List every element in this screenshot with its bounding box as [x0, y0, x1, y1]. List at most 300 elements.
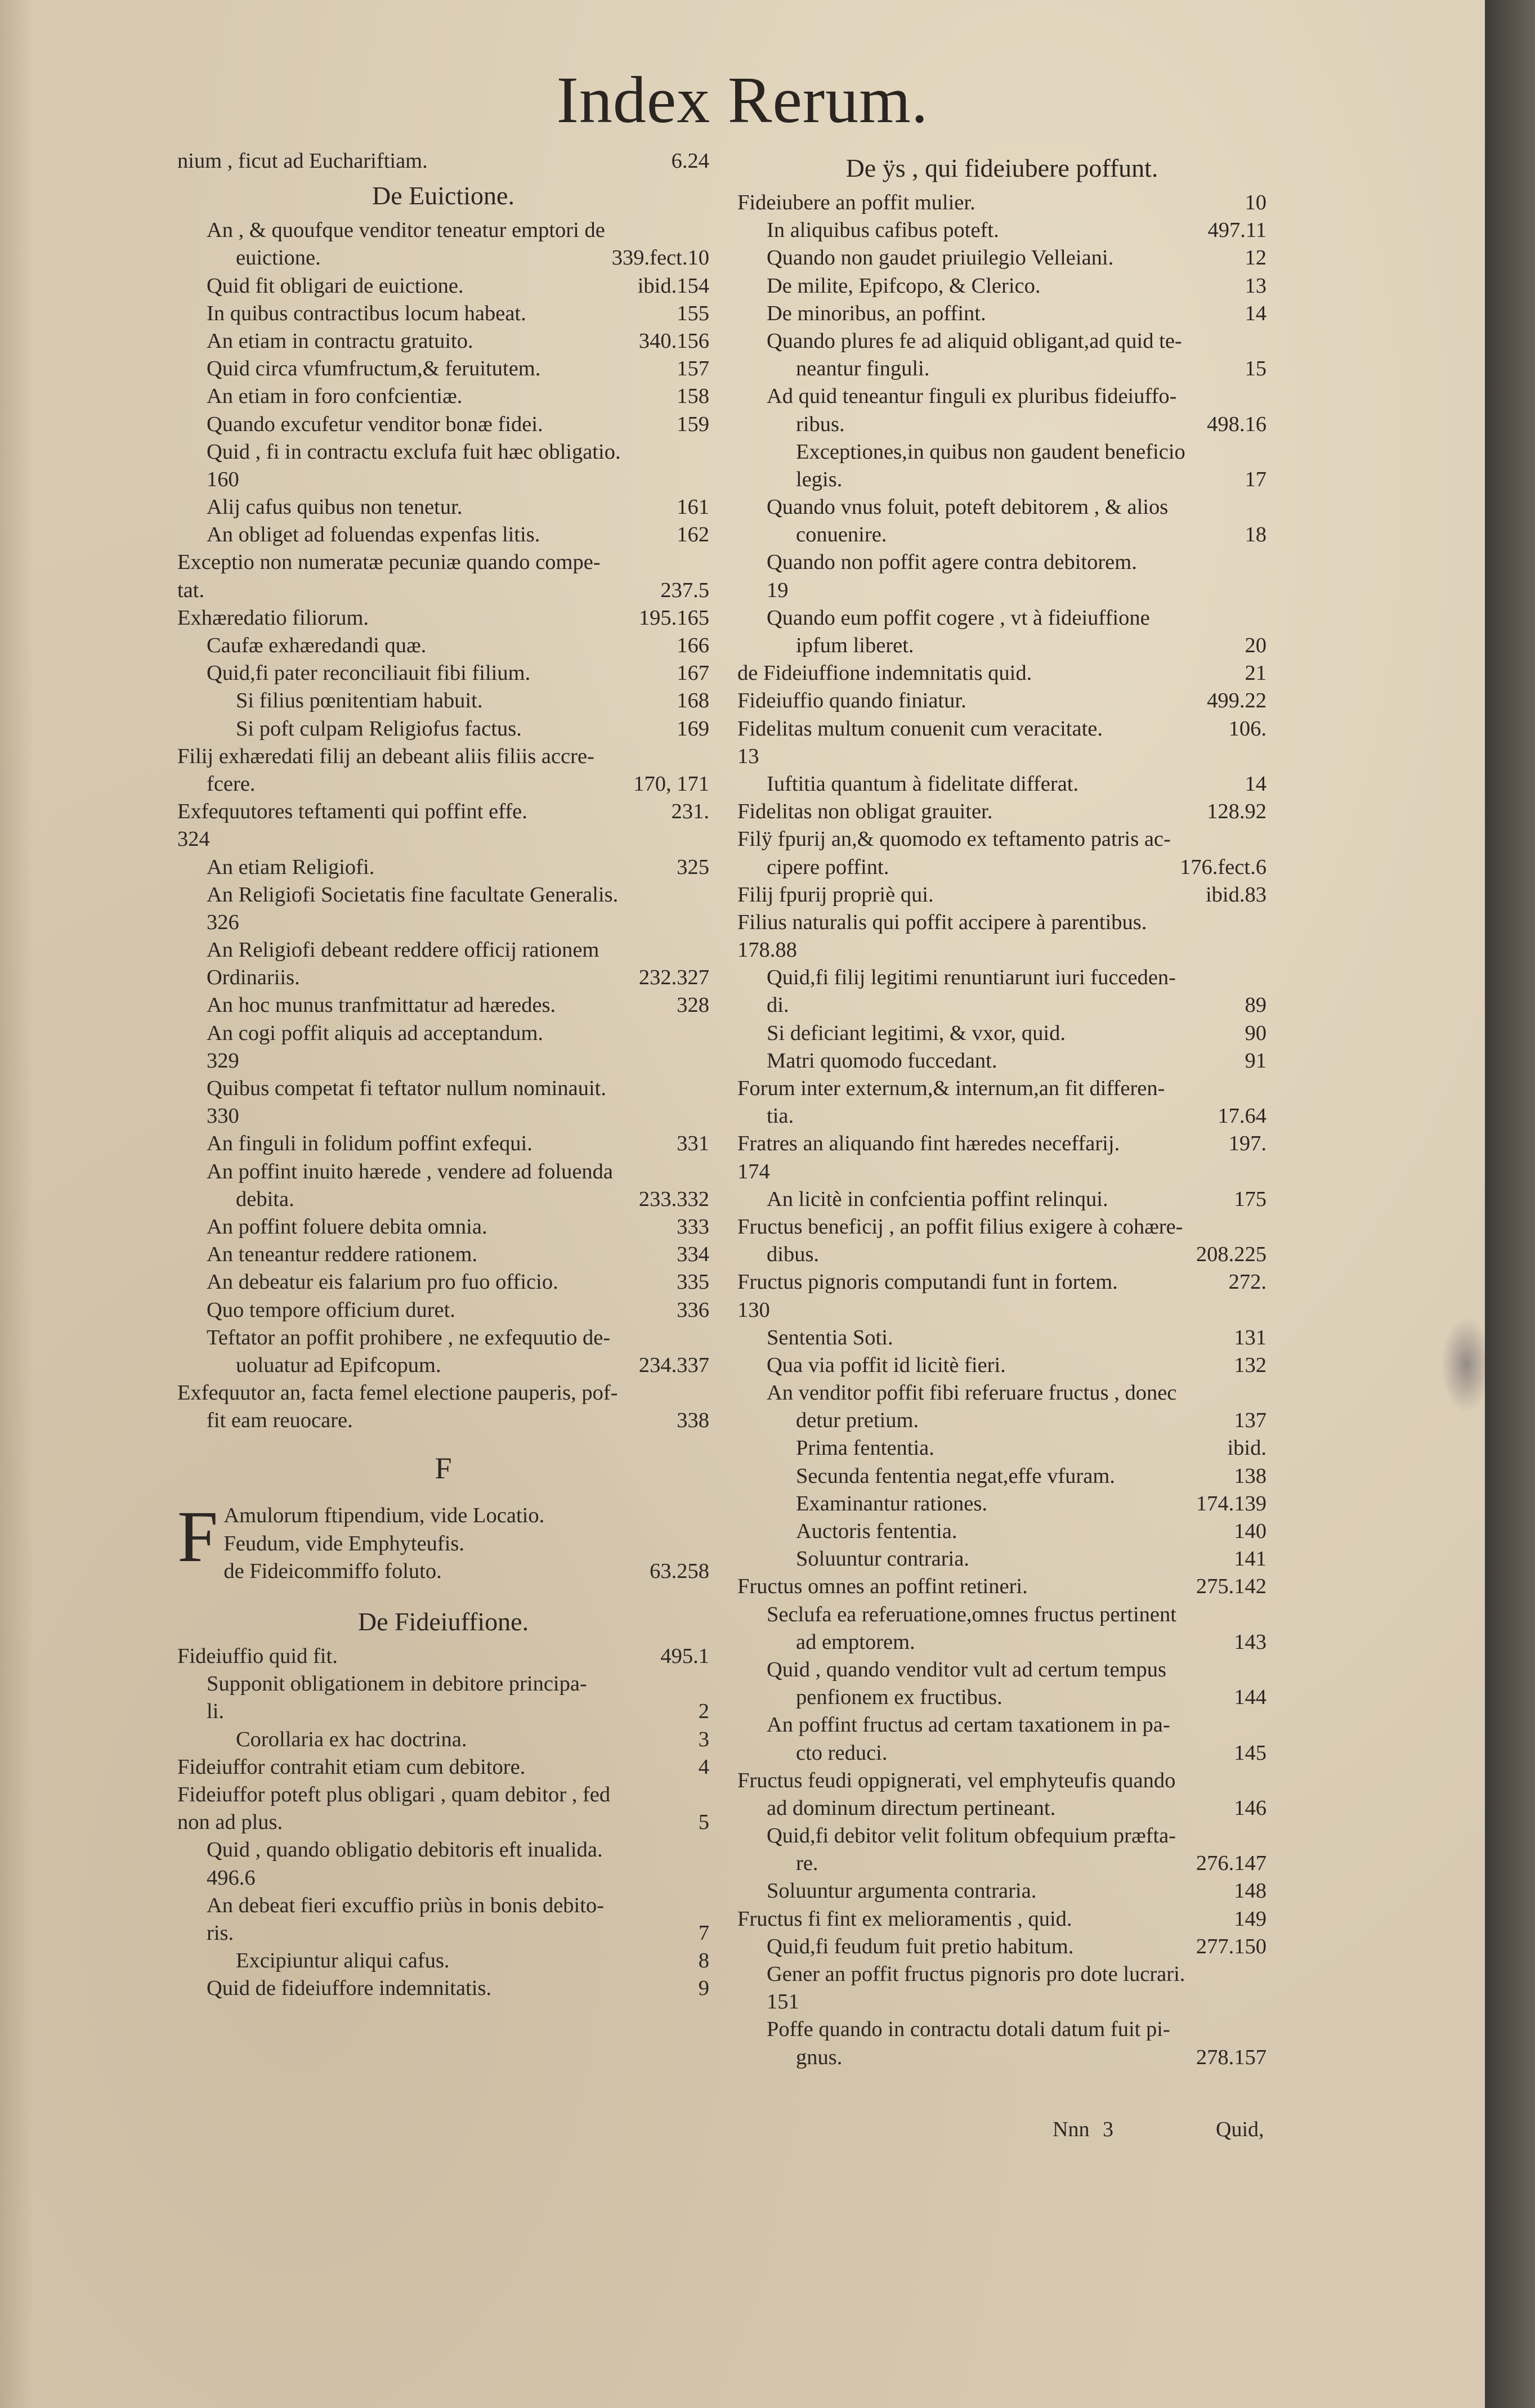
left-column — [177, 147, 709, 2002]
index-entry — [737, 715, 1267, 743]
entry-page-ref: 8 — [698, 1949, 709, 1973]
index-entry — [737, 1933, 1267, 1961]
index-entry — [737, 1490, 1267, 1518]
entry-page-ref: 197. — [1228, 1132, 1267, 1156]
index-entry — [177, 660, 709, 687]
entry-text: Quando vnus foluit, poteft debitorem , & alios — [767, 495, 1169, 519]
entry-text: Quando excufetur venditor bonæ fidei. — [207, 412, 543, 436]
entry-text: Quando non poffit agere contra debitorem. — [767, 550, 1137, 575]
entry-text: An finguli in folidum poffint exfequi. — [207, 1132, 532, 1156]
entry-text: De milite, Epifcopo, & Clerico. — [767, 273, 1041, 298]
index-entry — [737, 1324, 1267, 1352]
index-entry — [177, 743, 709, 770]
entry-text: Ad quid teneantur finguli ex pluribus fideiuffo- — [767, 384, 1177, 409]
index-entry — [737, 881, 1267, 909]
index-entry — [737, 1268, 1267, 1296]
index-entry — [737, 189, 1267, 217]
index-entry — [177, 1047, 709, 1075]
entry-text: Quid fit obligari de euictione. — [207, 273, 464, 298]
index-entry — [737, 1379, 1267, 1407]
entry-text: re. — [796, 1851, 818, 1876]
entry-page-ref: 9 — [698, 1976, 709, 2001]
entry-page-ref: 176.fect.6 — [1180, 855, 1267, 879]
entry-text: Fructus fi fint ex melioramentis , quid. — [737, 1907, 1072, 1931]
entry-text: An poffint fructus ad certam taxationem in pa- — [767, 1713, 1170, 1737]
entry-page-ref: 233.332 — [638, 1187, 709, 1211]
entry-text: Teftator an poffit prohibere , ne exfequutio de- — [207, 1325, 611, 1349]
entry-text: Fructus feudi oppignerati, vel emphyteufis quando — [737, 1768, 1176, 1792]
entry-text: Auctoris fententia. — [796, 1519, 957, 1543]
entry-text: Si poft culpam Religiofus factus. — [236, 716, 522, 741]
entry-text: Fidelitas non obligat grauiter. — [737, 800, 993, 824]
entry-text: Fideiuffio quando finiatur. — [737, 689, 966, 713]
entry-text: An etiam in contractu gratuito. — [207, 329, 473, 353]
f-entries — [177, 1496, 709, 1585]
entry-text: Iuftitia quantum à fidelitate differat. — [767, 772, 1079, 796]
entry-page-ref: 90 — [1245, 1021, 1267, 1045]
index-entry — [177, 1892, 709, 1920]
index-entry — [223, 1558, 709, 1585]
entry-page-ref: 132 — [1234, 1353, 1267, 1377]
entry-text: legis. — [796, 467, 843, 491]
index-entry — [737, 798, 1267, 826]
entry-page-ref: 89 — [1245, 993, 1267, 1017]
entry-text: 19 — [767, 578, 789, 602]
index-entry — [737, 1601, 1267, 1629]
entry-page-ref: 14 — [1245, 772, 1267, 796]
index-entry — [177, 217, 709, 244]
index-entry — [177, 1186, 709, 1213]
entry-text: Quando eum poffit cogere , vt à fideiuffione — [767, 606, 1150, 630]
entry-page-ref: 149 — [1234, 1907, 1267, 1931]
entry-text: Examinantur rationes. — [796, 1491, 987, 1515]
index-entry — [177, 1836, 709, 1864]
entry-text: Soluuntur contraria. — [796, 1547, 969, 1571]
entry-text: Gener an poffit fructus pignoris pro dote lucrari. — [767, 1962, 1185, 1986]
index-entry — [737, 743, 1267, 770]
index-entry — [177, 1075, 709, 1102]
entry-text: tia. — [767, 1104, 794, 1128]
entry-text: Alij cafus quibus non tenetur. — [207, 495, 463, 519]
entry-text: 178.88 — [737, 938, 797, 962]
entry-text: Qua via poffit id licitè fieri. — [767, 1353, 1006, 1377]
index-entry — [177, 770, 709, 798]
entry-text: Quid de fideiuffore indemnitatis. — [207, 1976, 492, 2001]
entry-page-ref: 63.258 — [650, 1559, 709, 1583]
entry-text: An venditor poffit fibi referuare fructus , donec — [767, 1381, 1177, 1405]
index-entry — [737, 355, 1267, 383]
index-entry — [737, 660, 1267, 687]
entry-page-ref: 169 — [677, 716, 709, 741]
index-entry — [177, 1213, 709, 1241]
entry-text: An poffint foluere debita omnia. — [207, 1214, 487, 1239]
entry-page-ref: 106. — [1228, 716, 1267, 741]
entry-page-ref: 14 — [1245, 301, 1267, 325]
entry-page-ref: 13 — [1245, 273, 1267, 298]
index-entry — [737, 1656, 1267, 1684]
index-entry — [177, 1130, 709, 1158]
entry-text: penfionem ex fructibus. — [796, 1685, 1003, 1710]
entry-page-ref: 143 — [1234, 1630, 1267, 1654]
euictione-entries — [177, 217, 709, 1434]
entry-text: cipere poffint. — [767, 855, 889, 879]
index-entry — [177, 936, 709, 964]
entry-page-ref: 333 — [677, 1214, 709, 1239]
entry-page-ref: 7 — [698, 1921, 709, 1945]
entry-page-ref: 340.156 — [638, 329, 709, 353]
entry-text: uoluatur ad Epifcopum. — [236, 1353, 441, 1377]
entry-text: 324 — [177, 827, 210, 851]
entry-page-ref: 276.147 — [1196, 1851, 1267, 1876]
entry-page-ref: 208.225 — [1196, 1243, 1267, 1267]
index-entry — [737, 1352, 1267, 1379]
index-entry — [177, 577, 709, 604]
index-entry — [737, 936, 1267, 964]
entry-page-ref: 145 — [1234, 1741, 1267, 1765]
index-entry — [737, 604, 1267, 632]
entry-text: Quo tempore officium duret. — [207, 1298, 455, 1322]
entry-page-ref: 155 — [677, 301, 709, 325]
index-entry — [737, 1850, 1267, 1877]
entry-text: Fructus pignoris computandi funt in fortem. — [737, 1270, 1118, 1294]
index-entry — [737, 1684, 1267, 1711]
index-entry — [177, 549, 709, 576]
index-entry — [737, 1629, 1267, 1656]
entry-page-ref: 499.22 — [1207, 689, 1267, 713]
index-entry — [177, 272, 709, 300]
right-column — [737, 147, 1267, 2071]
index-entry — [177, 854, 709, 881]
entry-text: Filius naturalis qui poffit accipere à parentibus. — [737, 910, 1147, 934]
index-entry — [737, 411, 1267, 438]
entry-text: fcere. — [207, 772, 256, 796]
entry-page-ref: 148 — [1234, 1879, 1267, 1903]
index-entry — [737, 549, 1267, 576]
scan-background-edge — [1485, 0, 1535, 2408]
index-entry — [177, 1698, 709, 1725]
entry-text: Soluuntur argumenta contraria. — [767, 1879, 1037, 1903]
index-entry — [737, 1075, 1267, 1102]
index-entry — [737, 1988, 1267, 2016]
entry-text: Si filius pœnitentiam habuit. — [236, 689, 483, 713]
entry-page-ref: 338 — [677, 1409, 709, 1433]
entry-text: cto reduci. — [796, 1741, 888, 1765]
index-entry — [737, 521, 1267, 549]
index-entry — [737, 1102, 1267, 1130]
index-entry — [737, 2044, 1267, 2071]
entry-page-ref: 331 — [677, 1132, 709, 1156]
entry-page-ref: 131 — [1234, 1325, 1267, 1349]
index-entry — [177, 466, 709, 494]
entry-text: Corollaria ex hac doctrina. — [236, 1727, 467, 1751]
entry-text: Caufæ exhæredandi quæ. — [207, 634, 427, 657]
entry-text: neantur finguli. — [796, 357, 930, 381]
entry-text: Ordinariis. — [207, 966, 300, 990]
entry-text: ipfum liberet. — [796, 634, 914, 657]
index-entry — [177, 355, 709, 383]
entry-page-ref: 162 — [677, 523, 709, 547]
entry-text: An licitè in confcientia poffint relinqui. — [767, 1187, 1108, 1211]
heading-de-euictione: De Euictione. — [372, 181, 514, 210]
entry-text: Fideiuffio quid fit. — [177, 1644, 338, 1669]
entry-text: Secunda fententia negat,effe vfuram. — [796, 1464, 1115, 1488]
index-entry — [177, 1407, 709, 1434]
index-entry — [737, 577, 1267, 604]
index-entry — [737, 2016, 1267, 2043]
entry-page-ref: 167 — [677, 661, 709, 685]
entry-text: Prima fententia. — [796, 1436, 934, 1460]
entry-page-ref: 339.fect.10 — [611, 246, 709, 270]
index-entry — [737, 1241, 1267, 1268]
index-entry — [737, 1297, 1267, 1324]
index-entry — [737, 770, 1267, 798]
entry-page-ref: 234.337 — [638, 1353, 709, 1377]
entry-page-ref: 168 — [677, 689, 709, 713]
entry-text: 160 — [207, 467, 239, 491]
entry-text: 174 — [737, 1159, 770, 1183]
entry-page-ref: 21 — [1245, 661, 1267, 685]
entry-text: Filij fpurij propriè qui. — [737, 882, 934, 907]
entry-text: euictione. — [236, 246, 321, 270]
index-entry — [177, 1379, 709, 1407]
entry-text: Fidelitas multum conuenit cum veracitate. — [737, 716, 1103, 741]
index-entry — [737, 328, 1267, 355]
index-entry — [737, 1020, 1267, 1047]
entry-page-ref: 20 — [1245, 634, 1267, 657]
entry-text: gnus. — [796, 2045, 843, 2069]
signature-mark: Nnn 3 — [1053, 2118, 1113, 2141]
entry-page-ref: 17 — [1245, 467, 1267, 491]
index-entry — [737, 272, 1267, 300]
entry-text: Poffe quando in contractu dotali datum fuit pi- — [767, 2017, 1170, 2042]
index-entry — [177, 632, 709, 660]
entry-page-ref: 277.150 — [1196, 1934, 1267, 1958]
left-top-entries — [177, 147, 709, 175]
entry-page-ref: 138 — [1234, 1464, 1267, 1488]
entry-text: detur pretium. — [796, 1409, 919, 1433]
entry-page-ref: 17.64 — [1218, 1104, 1267, 1128]
entry-text: An debeatur eis falarium pro fuo officio. — [207, 1270, 558, 1294]
entry-text: nium , ficut ad Euchariftiam. — [177, 149, 428, 173]
entry-page-ref: 336 — [677, 1298, 709, 1322]
entry-text: An Religiofi debeant reddere officij rationem — [207, 938, 599, 962]
entry-text: li. — [207, 1699, 225, 1724]
entry-page-ref: 18 — [1245, 523, 1267, 547]
entry-page-ref: 325 — [677, 855, 709, 879]
index-entry — [737, 964, 1267, 992]
entry-page-ref: ibid.154 — [637, 273, 709, 298]
index-entry — [177, 1754, 709, 1781]
entry-text: Amulorum ftipendium, vide Locatio. — [223, 1504, 545, 1528]
index-entry — [737, 909, 1267, 936]
index-entry — [177, 1670, 709, 1698]
entry-page-ref: 498.16 — [1207, 412, 1267, 436]
entry-text: di. — [767, 993, 789, 1017]
index-entry — [177, 1268, 709, 1296]
entry-text: Exceptio non numeratæ pecuniæ quando compe- — [177, 550, 601, 575]
index-entry — [737, 1463, 1267, 1490]
entry-text: 329 — [207, 1048, 239, 1073]
entry-page-ref: 158 — [677, 384, 709, 409]
entry-text: Excipiuntur aliqui cafus. — [236, 1949, 450, 1973]
index-entry — [737, 687, 1267, 715]
index-entry — [737, 217, 1267, 244]
index-entry — [177, 1975, 709, 2002]
entry-page-ref: 161 — [677, 495, 709, 519]
index-entry — [177, 1781, 709, 1809]
entry-page-ref: ibid.83 — [1205, 882, 1267, 907]
entry-text: An hoc munus tranfmittatur ad hæredes. — [207, 993, 556, 1017]
index-entry — [177, 1241, 709, 1268]
entry-text: An poffint inuito hærede , vendere ad foluenda — [207, 1159, 614, 1183]
index-entry — [223, 1502, 709, 1530]
entry-text: An debeat fieri excuffio priùs in bonis debito- — [207, 1893, 605, 1917]
entry-text: 330 — [207, 1104, 239, 1128]
index-entry — [177, 992, 709, 1019]
entry-page-ref: 231. — [671, 800, 709, 824]
entry-page-ref: 12 — [1245, 246, 1267, 270]
index-entry — [737, 1795, 1267, 1822]
index-entry — [737, 1186, 1267, 1213]
entry-text: Quid , fi in contractu exclufa fuit hæc obligatio. — [207, 440, 621, 464]
entry-text: Matri quomodo fuccedant. — [767, 1048, 997, 1073]
entry-text: Exhæredatio filiorum. — [177, 606, 369, 630]
entry-page-ref: 175 — [1234, 1187, 1267, 1211]
index-entry — [737, 466, 1267, 494]
entry-page-ref: ibid. — [1227, 1436, 1267, 1460]
index-entry — [177, 1102, 709, 1130]
index-entry — [737, 1739, 1267, 1767]
entry-text: ad dominum directum pertineant. — [767, 1796, 1056, 1820]
entry-text: Fideiuffor contrahit etiam cum debitore. — [177, 1755, 526, 1779]
entry-text: Exceptiones,in quibus non gaudent beneficio — [796, 440, 1185, 464]
entry-page-ref: 272. — [1228, 1270, 1267, 1294]
entry-page-ref: 159 — [677, 412, 709, 436]
entry-page-ref: 2 — [698, 1699, 709, 1724]
entry-page-ref: 4 — [698, 1755, 709, 1779]
page-title: Index Rerum. — [556, 63, 929, 137]
section-letter-f: F — [435, 1451, 452, 1486]
entry-text: Fructus omnes an poffint retineri. — [737, 1575, 1028, 1599]
paper-stain — [1441, 1317, 1492, 1412]
entry-page-ref: 137 — [1234, 1409, 1267, 1433]
index-entry — [177, 1158, 709, 1186]
entry-text: ribus. — [796, 412, 845, 436]
entry-page-ref: 334 — [677, 1243, 709, 1267]
index-entry — [177, 300, 709, 328]
entry-text: non ad plus. — [177, 1810, 283, 1835]
entry-text: An cogi poffit aliquis ad acceptandum. — [207, 1021, 544, 1045]
entry-page-ref: 195.165 — [638, 606, 709, 630]
entry-page-ref: 140 — [1234, 1519, 1267, 1543]
entry-text: Quid,fi feudum fuit pretio habitum. — [767, 1934, 1074, 1958]
index-entry — [177, 1324, 709, 1352]
entry-page-ref: 10 — [1245, 191, 1267, 214]
entry-page-ref: 328 — [677, 993, 709, 1017]
entry-text: Fratres an aliquando fint hæredes neceffarij. — [737, 1132, 1120, 1156]
index-entry — [737, 244, 1267, 272]
f-dropcap-block — [177, 1496, 709, 1585]
index-entry — [737, 1711, 1267, 1739]
index-entry — [177, 687, 709, 715]
entry-page-ref: 3 — [698, 1727, 709, 1751]
index-entry — [737, 1573, 1267, 1600]
entry-page-ref: 5 — [698, 1810, 709, 1835]
entry-text: tat. — [177, 578, 205, 602]
entry-text: Exfequutor an, facta femel electione pauperis, pof- — [177, 1381, 618, 1405]
entry-page-ref: 278.157 — [1196, 2045, 1267, 2069]
entry-text: Feudum, vide Emphyteufis. — [223, 1531, 465, 1555]
entry-text: 13 — [737, 744, 759, 768]
entry-text: De minoribus, an poffint. — [767, 301, 986, 325]
index-entry — [737, 854, 1267, 881]
entry-page-ref: 335 — [677, 1270, 709, 1294]
index-entry — [737, 826, 1267, 853]
index-entry — [177, 1352, 709, 1379]
index-entry — [177, 826, 709, 853]
entry-text: Supponit obligationem in debitore principa- — [207, 1672, 587, 1696]
entry-page-ref: 6.24 — [671, 149, 709, 173]
index-entry — [737, 494, 1267, 521]
entry-text: In quibus contractibus locum habeat. — [207, 301, 526, 325]
entry-page-ref: 157 — [677, 357, 709, 381]
index-entry — [737, 992, 1267, 1019]
entry-text: 151 — [767, 1990, 799, 2014]
heading-de-fideiubere: De ÿs , qui fideiubere poffunt. — [845, 154, 1158, 182]
entry-text: An etiam in foro confcientiæ. — [207, 384, 463, 409]
entry-text: de Fideiuffione indemnitatis quid. — [737, 661, 1032, 685]
entry-text: conuenire. — [796, 523, 887, 547]
index-entry — [737, 1822, 1267, 1850]
heading-de-fideiussione: De Fideiuffione. — [357, 1607, 529, 1636]
entry-text: dibus. — [767, 1243, 820, 1267]
entry-text: debita. — [236, 1187, 294, 1211]
index-entry — [177, 1643, 709, 1670]
entry-text: Forum inter externum,& internum,an fit differen- — [737, 1077, 1165, 1100]
index-entry — [737, 1961, 1267, 1988]
entry-text: ad emptorem. — [796, 1630, 915, 1654]
catchword: Quid, — [1216, 2118, 1264, 2141]
entry-page-ref: 91 — [1245, 1048, 1267, 1073]
index-entry — [737, 1407, 1267, 1434]
entry-page-ref: 144 — [1234, 1685, 1267, 1710]
entry-page-ref: 166 — [677, 634, 709, 657]
index-entry — [177, 715, 709, 743]
entry-text: Quid,fi pater reconciliauit fibi filium. — [207, 661, 531, 685]
entry-text: de Fideicommiffo foluto. — [223, 1559, 442, 1583]
entry-text: Quid,fi debitor velit folitum obfequium præfta- — [767, 1824, 1176, 1848]
entry-text: Fideiubere an poffit mulier. — [737, 191, 975, 214]
entry-text: Fideiuffor poteft plus obligari , quam debitor , fed — [177, 1782, 611, 1806]
entry-text: In aliquibus cafibus poteft. — [767, 218, 999, 243]
entry-text: 326 — [207, 910, 239, 934]
index-entry — [737, 1877, 1267, 1905]
entry-page-ref: 146 — [1234, 1796, 1267, 1820]
index-entry — [177, 964, 709, 992]
entry-text: 496.6 — [207, 1866, 256, 1890]
index-entry — [177, 1864, 709, 1892]
index-entry — [737, 1434, 1267, 1462]
entry-text: An Religiofi Societatis fine facultate Generalis. — [207, 882, 619, 907]
index-entry — [737, 1767, 1267, 1795]
index-entry — [177, 411, 709, 438]
entry-text: An etiam Religiofi. — [207, 855, 375, 879]
index-entry — [177, 1809, 709, 1836]
index-entry — [223, 1530, 709, 1558]
entry-text: Quid,fi filij legitimi renuntiarunt iuri fucceden- — [767, 966, 1176, 990]
entry-text: An obliget ad foluendas expenfas litis. — [207, 523, 540, 547]
entry-page-ref: 495.1 — [660, 1644, 709, 1669]
